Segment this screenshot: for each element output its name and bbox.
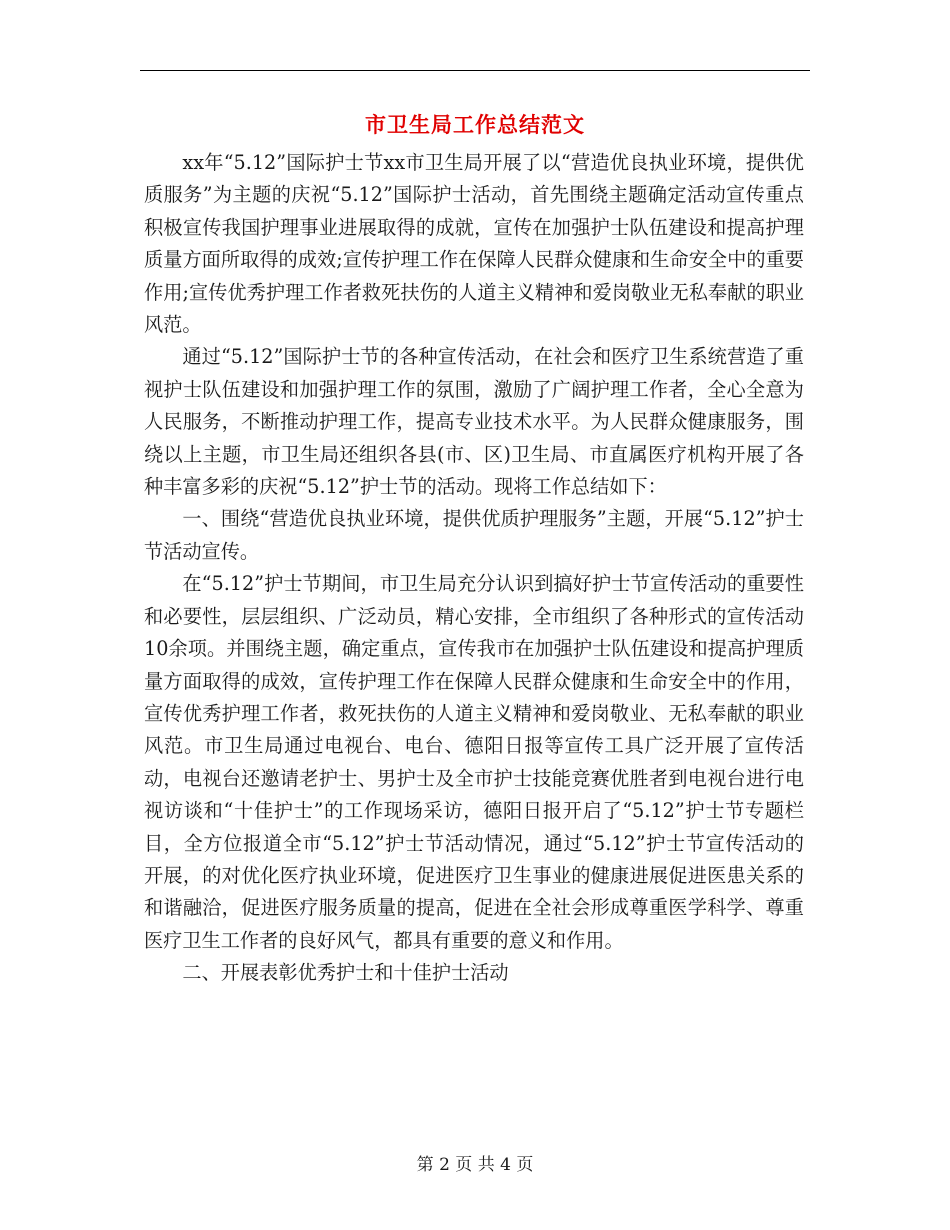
paragraph-section-1: 在“5.12”护士节期间，市卫生局充分认识到搞好护士节宣传活动的重要性和必要性，层层组织、广泛动员，精心安排，全市组织了各种形式的宣传活动10余项。并围绕主题，确定重点，宣传我市在加强护士队伍建设和提高护理质量方面取得的成效，宣传护理工作在保障人民群众健康和生命安全中的作用，宣传优秀护理工作者，救死扶伤的人道主义精神和爱岗敬业、无私奉献的职业风范。市卫生局通过电视台、电台、德阳日报等宣传工具广泛开展了宣传活动，电视台还邀请老护士、男护士及全市护士技能竞赛优胜者到电视台进行电视访谈和“十佳护士”的工作现场采访，德阳日报开启了“5.12”护士节专题栏目，全方位报道全市“5.12”护士节活动情况，通过“5.12”护士节宣传活动的开展，的对优化医疗执业环境，促进医疗卫生事业的健康进展促进医患关系的和谐融洽，促进医疗服务质量的提高，促进在全社会形成尊重医学科学、尊重医疗卫生工作者的良好风气，都具有重要的意义和作用。 <box>144 572 804 952</box>
paragraph-overview: 通过“5.12”国际护士节的各种宣传活动，在社会和医疗卫生系统营造了重视护士队伍建设和加强护理工作的氛围，激励了广阔护理工作者，全心全意为人民服务，不断推动护理工作，提高专业技术水平。为人民群众健康服务，围绕以上主题，市卫生局还组织各县(市、区)卫生局、市直属医疗机构开展了各种丰富多彩的庆祝“5.12”护士节的活动。现将工作总结如下： <box>144 345 804 499</box>
page-number-footer <box>0 1153 950 1177</box>
header-rule <box>140 70 810 71</box>
document-title: 市卫生局工作总结范文 <box>365 112 585 137</box>
section-heading-1: 一、围绕“营造优良执业环境，提供优质护理服务”主题，开展“5.12”护士节活动宣传。 <box>144 507 804 563</box>
page-number-label: 第 2 页 共 4 页 <box>416 1155 534 1175</box>
document-body <box>144 147 804 990</box>
section-heading-2: 二、开展表彰优秀护士和十佳护士活动 <box>182 961 509 985</box>
paragraph-intro: xx年“5.12”国际护士节xx市卫生局开展了以“营造优良执业环境，提供优质服务”为主题的庆祝“5.12”国际护士活动，首先围绕主题确定活动宣传重点积极宣传我国护理事业进展取得的成就，宣传在加强护士队伍建设和提高护理质量方面所取得的成效;宣传护理工作在保障人民群众健康和生命安全中的重要作用;宣传优秀护理工作者救死扶伤的人道主义精神和爱岗敬业无私奉献的职业风范。 <box>144 151 804 337</box>
